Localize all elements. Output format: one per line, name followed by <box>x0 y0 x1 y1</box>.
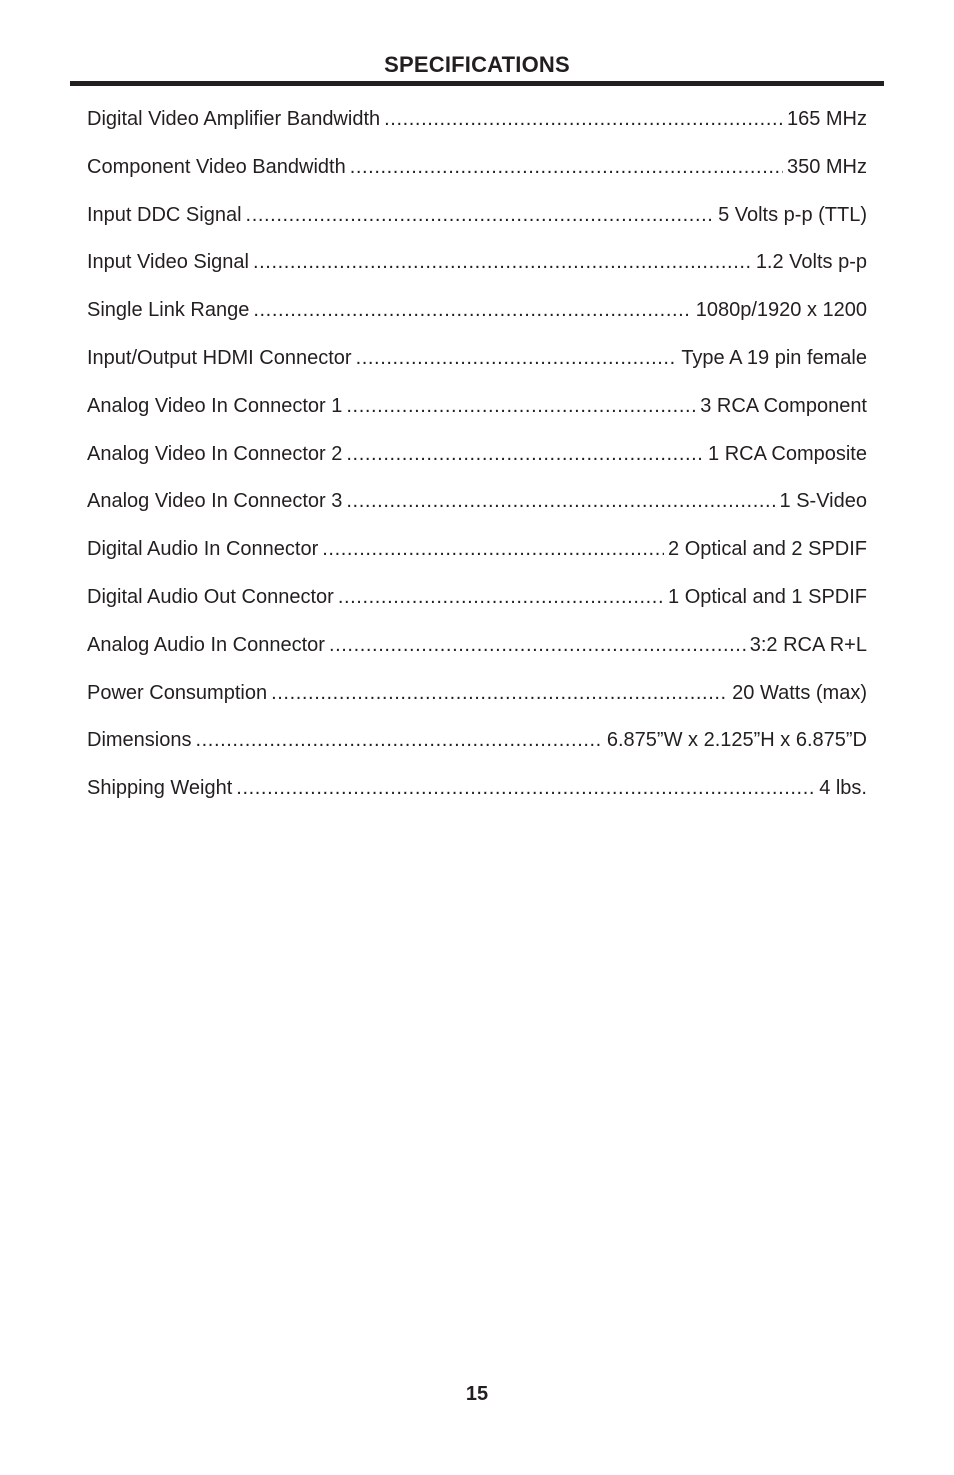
spec-value: 1.2 Volts p-p <box>755 251 867 274</box>
spec-value: Type A 19 pin female <box>681 346 867 369</box>
spec-value: 350 MHz <box>786 155 867 178</box>
spec-row-dimensions <box>87 726 867 774</box>
spec-row-analog-video-3 <box>87 487 867 535</box>
spec-label: Power Consumption <box>87 681 268 704</box>
spec-label: Shipping Weight <box>87 777 233 800</box>
spec-row-video-signal <box>87 248 867 296</box>
spec-value: 1 Optical and 1 SPDIF <box>668 585 867 608</box>
spec-value: 5 Volts p-p (TTL) <box>718 203 867 226</box>
spec-label: Analog Video In Connector 1 <box>87 394 343 417</box>
dot-leader <box>346 392 696 420</box>
spec-label: Analog Video In Connector 2 <box>87 442 343 465</box>
spec-row-power-consumption <box>87 679 867 727</box>
spec-label: Input/Output HDMI Connector <box>87 346 352 369</box>
dot-leader <box>253 248 752 276</box>
spec-label: Component Video Bandwidth <box>87 155 346 178</box>
spec-label: Digital Video Amplifier Bandwidth <box>87 108 381 130</box>
dot-leader <box>356 344 678 372</box>
spec-row-amplifier-bandwidth <box>87 105 867 153</box>
spec-row-analog-video-1 <box>87 392 867 440</box>
spec-value: 6.875”W x 2.125”H x 6.875”D <box>606 729 867 752</box>
spec-row-shipping-weight <box>87 774 867 822</box>
spec-row-digital-audio-out <box>87 583 867 631</box>
dot-leader <box>246 201 715 229</box>
spec-value: 1 S-Video <box>779 490 867 513</box>
spec-row-component-bandwidth <box>87 153 867 201</box>
spec-label: Input Video Signal <box>87 251 249 274</box>
dot-leader <box>322 535 664 563</box>
spec-list <box>87 105 867 822</box>
spec-value: 2 Optical and 2 SPDIF <box>668 538 867 561</box>
spec-row-analog-video-2 <box>87 440 867 488</box>
spec-value: 3:2 RCA R+L <box>749 633 867 656</box>
spec-row-ddc-signal <box>87 201 867 249</box>
spec-row-hdmi-connector <box>87 344 867 392</box>
spec-value: 1 RCA Composite <box>708 442 867 465</box>
spec-row-digital-audio-in <box>87 535 867 583</box>
title-rule <box>70 81 884 86</box>
spec-label: Digital Audio In Connector <box>87 538 319 561</box>
spec-value: 165 MHz <box>786 108 867 130</box>
spec-label: Digital Audio Out Connector <box>87 585 334 608</box>
dot-leader <box>195 726 602 754</box>
spec-value: 4 lbs. <box>819 777 867 800</box>
spec-value: 1080p/1920 x 1200 <box>695 299 867 322</box>
dot-leader <box>253 296 691 324</box>
dot-leader <box>271 679 728 707</box>
page-title: SPECIFICATIONS <box>384 52 570 77</box>
dot-leader <box>338 583 664 611</box>
spec-label: Analog Video In Connector 3 <box>87 490 343 513</box>
spec-label: Dimensions <box>87 729 192 752</box>
spec-value: 20 Watts (max) <box>732 681 867 704</box>
spec-value: 3 RCA Component <box>700 394 867 417</box>
dot-leader <box>329 631 746 659</box>
dot-leader <box>350 153 783 181</box>
dot-leader <box>346 487 775 515</box>
spec-label: Analog Audio In Connector <box>87 633 325 656</box>
dot-leader <box>346 440 704 468</box>
dot-leader <box>384 105 783 133</box>
dot-leader <box>236 774 815 802</box>
spec-row-single-link-range <box>87 296 867 344</box>
spec-row-analog-audio-in <box>87 631 867 679</box>
spec-label: Input DDC Signal <box>87 203 242 226</box>
page-number: 15 <box>465 1383 489 1405</box>
spec-label: Single Link Range <box>87 299 250 322</box>
